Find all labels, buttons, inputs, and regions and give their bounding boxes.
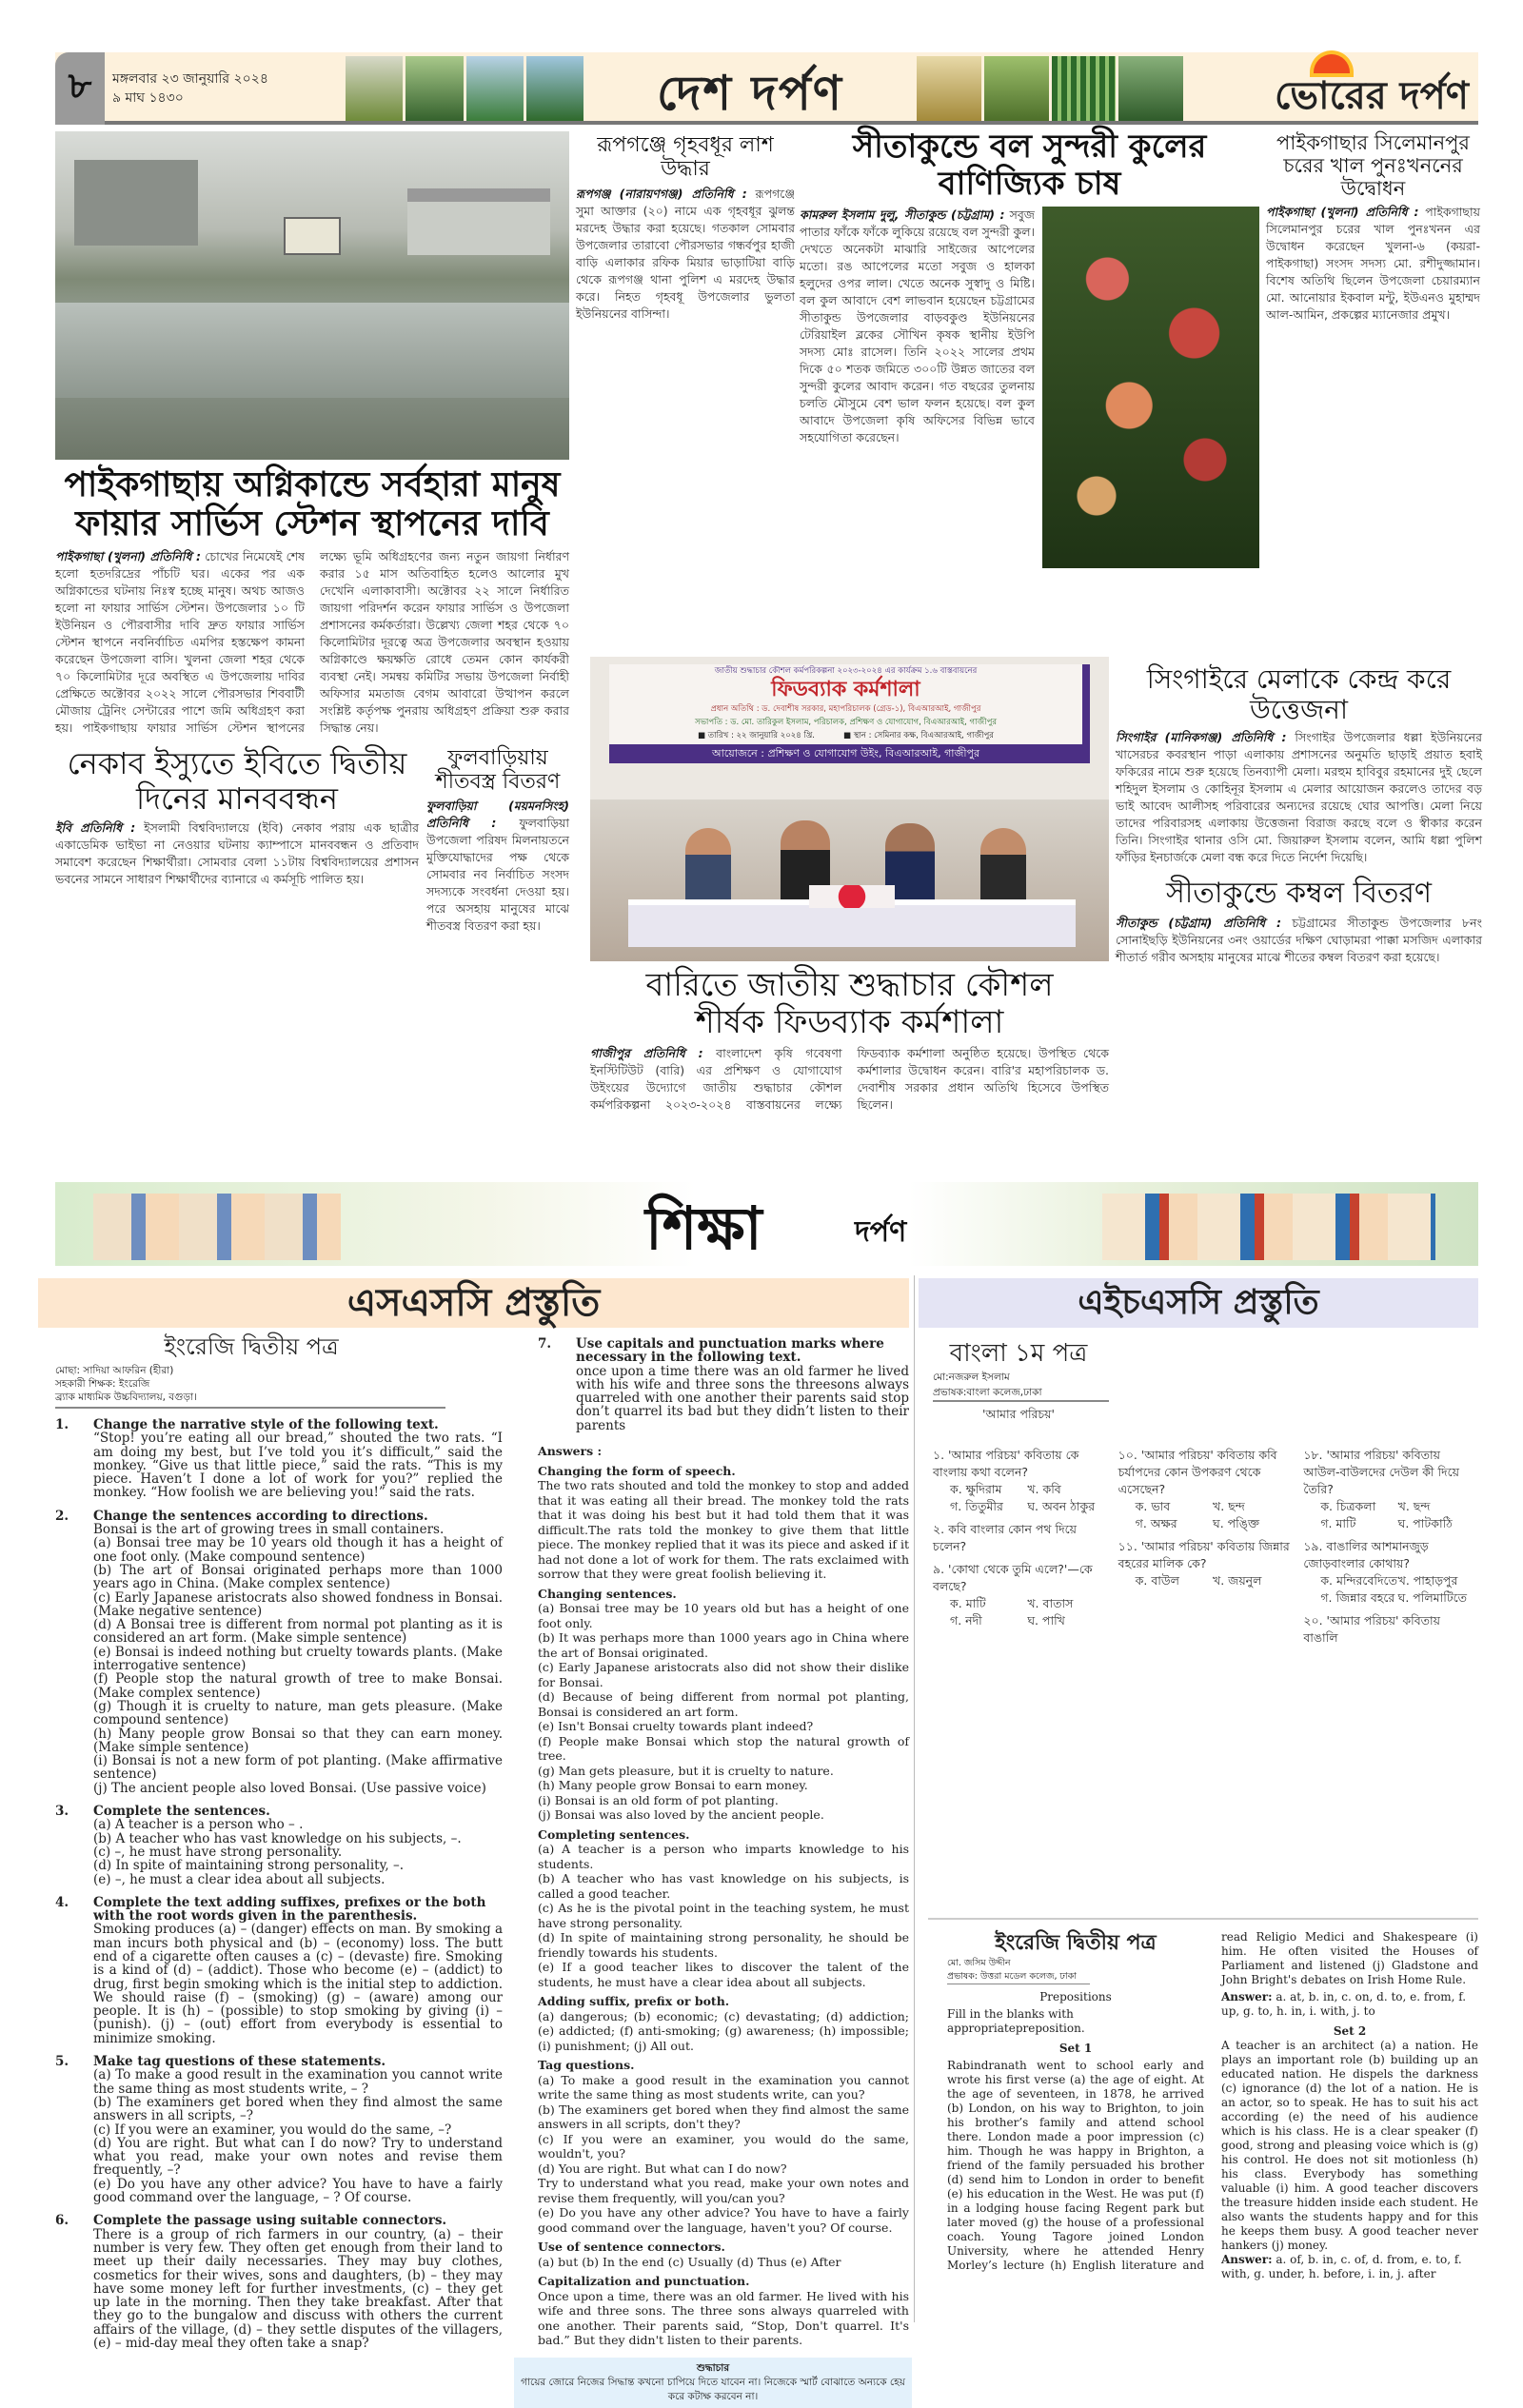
answer-line: (d) You are right. But what can I do now?	[538, 2161, 787, 2176]
question-number: 5.	[55, 2054, 69, 2070]
article-fulbaria	[426, 746, 569, 936]
answer-line: (j) Bonsai was also loved by the ancient people.	[538, 1807, 824, 1823]
answer-line: (c) As he is the pivotal point in the teaching system, he must have strong personality.	[538, 1901, 909, 1930]
mcq-option: গ. নদী	[950, 1613, 982, 1628]
mcq-item	[1303, 1612, 1475, 1647]
mcq-option: খ. পাহাড়পুর	[1397, 1573, 1458, 1588]
article-paikgachha-fire-body	[55, 548, 569, 737]
left-lower-row	[55, 746, 569, 936]
mcq-question: ৯. 'কোথা থেকে তুমি এলে?'—কে বলছে?	[933, 1562, 1093, 1593]
byline: পাইকগাছা (খুলনা) প্রতিনিধি :	[1266, 205, 1419, 220]
answer-line: (h) Many people grow Bonsai to earn money.	[538, 1778, 808, 1793]
mcq-options	[1303, 1498, 1475, 1532]
hsc-bangla-subject: বাংলা ১ম পত্র	[949, 1339, 1088, 1368]
mcq-item	[1303, 1447, 1475, 1532]
banner-venue: ■ স্থান : সেমিনার কক্ষ, বিএআরআই, গাজীপুর	[842, 731, 994, 740]
ssc-questions	[55, 1418, 503, 2350]
mcq-question: ১৯. বাঙালির আশমানজুড় জোড়বাংলার কোথায়?	[1303, 1539, 1429, 1570]
mcq-option: খ. ছন্দ	[1212, 1499, 1245, 1513]
answer-line: (c) If you were an examiner, you would do the same, wouldn't, you?	[538, 2131, 909, 2161]
page-header	[55, 52, 1478, 125]
question-content	[93, 1418, 503, 1500]
question-line: (j) The ancient people also loved Bonsai. (Use passive voice)	[93, 1780, 486, 1796]
question-content	[93, 1510, 503, 1795]
question-line: “Stop! you’re eating all our bread,” shouted the two rats. “I am doing my best, but I’ve told you it’s difficult,” said the monkey. “Give us that little piece,” said the rats. “This is my piece. Haven’t I done a lot of work for you?” replied the monkey. “How foolish we are believing you!” said the rats.	[93, 1431, 503, 1501]
darpan-subtitle: দর্পণ	[855, 1215, 907, 1249]
page-number: ৮	[55, 52, 105, 125]
byline: পাইকগাছা (খুলনা) প্রতিনিধি :	[55, 548, 202, 563]
header-photo-strip-right	[917, 56, 1183, 121]
hsc-english-author	[947, 1957, 1090, 1984]
answer-block	[538, 1464, 909, 1582]
hsc-english-section	[947, 1930, 1478, 2281]
answer-line: The two rats shouted and told the monkey to stop and added that it was eating all their bread. The monkey told the rats that it was doing his best but it had told them that it was difficult.The rats told the monkey to give them that little piece. The monkey replied that it was its piece and asked if it had not done a lot of work for them. The rats exclaimed with sorrow that they were great foolish believing it.	[538, 1478, 909, 1582]
answer-block	[538, 2058, 909, 2235]
question-line: (h) Many people grow Bonsai so that they can earn money. (Make simple sentence)	[93, 1726, 503, 1755]
answer-line: (a) dangerous; (b) economic; (c) devastating; (d) addiction; (e) addicted; (f) anti-smoking; (g) awareness; (h) impossible; (i) punishment; (j) All out.	[538, 2008, 909, 2053]
question-line: (a) A teacher is a person who – .	[93, 1817, 304, 1833]
date-gregorian: মঙ্গলবার ২৩ জানুয়ারি ২০২৪	[112, 71, 268, 87]
topic: Prepositions	[1039, 1990, 1112, 2003]
answer-block	[538, 1827, 909, 1990]
question-line: (i) Bonsai is not a new form of pot planting. (Make affirmative sentence)	[93, 1753, 503, 1783]
answer-title: Changing sentences.	[538, 1586, 677, 1601]
date-bengali: ৯ মাঘ ১৪৩০	[112, 90, 184, 106]
ssc-answers	[538, 1444, 909, 2348]
mcq-option: খ. ছন্দ	[1397, 1499, 1431, 1513]
banner-title: ফিডব্যাক কর্মশালা	[771, 678, 920, 701]
answer-line: (d) In spite of maintaining strong personality, he should be friendly towards his students.	[538, 1930, 909, 1960]
question-line: (c) –, he must have strong personality.	[93, 1844, 343, 1860]
mcq-question: ১৮. 'আমার পরিচয়' কবিতায় আউল-বাউলদের দেউল কী দিয়ে তৈরি?	[1303, 1448, 1460, 1496]
question-line: (b) The art of Bonsai originated perhaps more than 1000 years ago in China. (Make complex sentence)	[93, 1562, 503, 1592]
banner-chair: সভাপতি : ড. মো. তারিকুল ইসলাম, পরিচালক, প্রশিক্ষণ ও যোগাযোগ, বিএআরআই, গাজীপুর	[694, 718, 998, 727]
instruction: Fill in the blanks with appropriatepreposition.	[947, 2007, 1085, 2035]
students-illustration-right	[1102, 1194, 1435, 1260]
headline-paikgachha-khal: পাইকগাছার সিলেমানপুর চরের খাল পুনঃখননের উদ্বোধন	[1276, 131, 1470, 201]
question-line: Bonsai is the art of growing trees in small containers.	[93, 1522, 445, 1538]
workshop-banner	[609, 664, 1090, 763]
question-line: Smoking produces (a) – (danger) effects on man. By smoking a man incurs both physical and (b) – (economy) loss. The butt end of a cigarette often causes a (c) – (devaste) fire. Smoking is a kind of (d) – (addict). Those who become (e) – (addict) to drug, first begin smoking which is the initial step to addiction. We should raise (f) – (smoking) (g) – (aware) among our people. It is (h) – (possible) to stop smoking by giving (i) – (punish). (j) – (out) effort from everybody is essential to minimize smoking.	[93, 1922, 503, 2046]
headline-singair: সিংগাইরে মেলাকে কেন্দ্র করে উত্তেজনা	[1146, 663, 1452, 726]
banner-date: ■ তারিখ : ২২ জানুয়ারি ২০২৪ খ্রি.	[698, 731, 815, 740]
author-name: মোছা: সাদিয়া আফরিন (হীরা)	[55, 1365, 174, 1376]
article-text: চোখের নিমেষেই শেষ হলো হতদরিদ্রের পাঁচটি ঘর। একের পর এক অগ্নিকান্ডের ঘটনায় নিঃস্ব হচ্ছে মানুষ। অথচ আজও হলো না ফায়ার সার্ভিস স্টেশন। উপজেলার ১০ টি ইউনিয়ন ও পৌরবাসীর দাবি দ্রুত ফায়ার সার্ভিস স্টেশন স্থাপনে নবনির্বাচিত এমপির হস্তক্ষেপ কামনা করেছেন উপজেলা বাসি। খুলনা জেলা শহর থেকে ৭০ কিলোমিটার দূরে অবস্থিত এ উপজেলায় দাবির প্রেক্ষিতে অক্টোবর ২০২২ সালে পৌরসভার শিববাটী মৌজায় ট্রেনিং সেন্টারের পাশে জমি অধিগ্রহণ করা হয়। পাইকগাছায় ফায়ার সার্ভিস স্টেশন স্থাপনের লক্ষ্যে ভূমি অধিগ্রহণের জন্য নতুন জায়গা নির্ধারণ করার ১৫ মাস অতিবাহিত হলেও আলোর মুখ দেখেনি এলাকাবাসী। অক্টোবর ২২ সালে নির্ধারিত জায়গা পরিদর্শন করেন ফায়ার সার্ভিস ও উপজেলা প্রশাসনের কর্মকর্তারা। উল্লেখ্য জেলা শহর থেকে ৭০ কিলোমিটার দূরত্বে অত্র উপজেলার অবস্থান হওয়ায় অগ্নিকাণ্ডে ক্ষয়ক্ষতি রোধে তেমন কোন কার্যকরী ব্যবস্থা নেই। সমন্বয় কমিটির সভায় উপজেলা নির্বাহী অফিসার মমতাজ বেগম আবারো উত্থাপন করলে সংশ্লিষ্ট কর্তৃপক্ষ পুনরায় অধিগ্রহণ প্রক্রিয়া শুরু করার সিদ্ধান্ত নেয়।	[55, 548, 569, 735]
question-line: (f) People stop the natural growth of tree to make Bonsai. (Make complex sentence)	[93, 1671, 503, 1701]
article-paikgachha-fire	[55, 465, 569, 737]
answer-title: Completing sentences.	[538, 1826, 690, 1842]
question-line: (c) If you were an examiner, you would do the same, –?	[93, 2122, 452, 2138]
mcq-options	[1118, 1498, 1291, 1532]
mcq-option: খ. কবি	[1027, 1482, 1061, 1496]
mcq-question: ১. 'আমার পরিচয়' কবিতায় কে বাংলায় কথা বলেন?	[933, 1448, 1079, 1479]
mcq-item	[1118, 1538, 1291, 1589]
answer-block	[538, 1994, 909, 2053]
answer-line: (d) Because of being different from normal pot planting, Bonsai is considered an art form.	[538, 1689, 909, 1719]
article-sitakunda-kul	[800, 128, 1259, 568]
article-nekab-body	[55, 819, 419, 888]
answer-line: (a) but (b) In the end (c) Usually (d) Thus (e) After	[538, 2254, 841, 2269]
divider	[928, 1918, 1478, 1920]
answer-block	[538, 2274, 909, 2348]
headline-paikgachha-fire-1: পাইকগাছায় অগ্নিকান্ডে সর্বহারা মানুষ	[64, 465, 561, 504]
mcq-item	[933, 1561, 1105, 1629]
hsc-bangla-author	[933, 1370, 1109, 1402]
column-divider	[914, 1275, 915, 2322]
mcq-item	[1118, 1447, 1291, 1532]
answer-line: (g) Man gets pleasure, but it is cruelty to nature.	[538, 1763, 834, 1778]
question-item	[55, 2055, 503, 2204]
mcq-option: ঘ. পাখি	[1027, 1613, 1065, 1628]
answer-line: (b) It was perhaps more than 1000 years ago in China where the art of Bonsai originated.	[538, 1630, 909, 1660]
answer-title: Use of sentence connectors.	[538, 2240, 725, 2255]
answer-title: Capitalization and punctuation.	[538, 2274, 750, 2289]
article-nekab	[55, 746, 419, 936]
shuddhachar-box	[514, 2358, 912, 2408]
question-line: (b) A teacher who has vast knowledge on his subjects, –.	[93, 1830, 462, 1846]
article-text: সিংগাইর উপজেলার ধল্লা ইউনিয়নের খাসেরচর কবরস্থান পাড়া এলাকায় প্রশাসনের অনুমতি ছাড়াই প্রয়াত হবাই ফকিরের নামে শুরু হয়েছে তিনব্যাপী মেলা। মরহুম হাবিবুর রহমানের দুই ছেলে শহিদুল ইসলাম ও কোহিনূর ইসলাম এ মেলার আয়োজন করলেও তাদের বড় ভাই আবেদ আলীসহ পরিবারের অন্যদের রয়েছে ঘোর আপত্তি। মেলা নিয়ে তাদের পরিবারসহ এলাকায় উত্তেজনা বিরাজ করছে বলে ও স্বীকার করেন তিনি। সিংগাইর থানার ওসি মো. জিয়ারুল ইসলাম বলেন, আমি ধল্লা পুলিশ ফাঁড়ির ইনচার্জকে মেলা বন্ধ করে দিতে নির্দেশ দিয়েছি।	[1116, 730, 1482, 865]
answer-line: (c) Early Japanese aristocrats also did not show their dislike for Bonsai.	[538, 1660, 909, 1689]
answer-line: (b) A teacher who has vast knowledge on his subjects, is called a good teacher.	[538, 1871, 909, 1901]
question-title: Complete the sentences.	[93, 1804, 270, 1820]
question-number: 6.	[55, 2213, 69, 2229]
byline: ফুলবাড়িয়া (ময়মনসিংহ) প্রতিনিধি :	[426, 799, 569, 831]
question-title: Make tag questions of these statements.	[93, 2054, 386, 2070]
question-line: There is a group of rich farmers in our country, (a) – their number is very few. They often get enough from their land to meet up their daily necessaries. They may buy clothes, cosmetics for their wives, sons and daughters, (b) – they may have some money left for further investments, (c) – they get up late in the morning. Then they take breakfast. After that they go to the bungalow and discuss with others the current affairs of the village, (d) – they settle disputes of the villagers, (e) – mid-day meal they often take a snap?	[93, 2226, 503, 2351]
workshop-photo	[590, 657, 1109, 961]
byline: সিংগাইর (মানিকগঞ্জ) প্রতিনিধি :	[1116, 730, 1287, 745]
mcq-option: ঘ. পঙ্ক্তি	[1212, 1516, 1260, 1530]
headline-sitakunda-kul-1: সীতাকুন্ডে বল সুন্দরী কুলের	[852, 128, 1207, 166]
mcq-question: ১০. 'আমার পরিচয়' কবিতায় কবি চর্যাপদের কোন উপকরণ থেকে এসেছেন?	[1118, 1448, 1277, 1496]
author-school: ব্র্যাক মাধ্যমিক উচ্চবিদ্যালয়, বগুড়া।	[55, 1392, 197, 1403]
question-number: 4.	[55, 1894, 69, 1910]
mcq-option: ঘ. অবন ঠাকুর	[1027, 1499, 1096, 1513]
mcq-option: ক. মন্দিরবেদিতে	[1320, 1573, 1397, 1588]
mcq-item	[1303, 1538, 1475, 1607]
answer-line: (a) Bonsai tree may be 10 years old but has a height of one foot only.	[538, 1601, 909, 1630]
answer-line: (a) A teacher is a person who imparts knowledge to his students.	[538, 1842, 909, 1871]
answer-line: Try to understand what you read, make your own notes and revise them frequently, will you/can you?	[538, 2176, 909, 2205]
flood-photo	[55, 131, 569, 460]
question-item	[55, 1418, 503, 1500]
mcq-option: ক. বাউল	[1135, 1573, 1179, 1588]
question-line: (d) You are right. But what can I do now? Try to understand what you read, make your own notes and revise them frequently, –?	[93, 2135, 503, 2179]
ssc-middle-column	[521, 1336, 909, 2408]
byline: গাজীপুর প্রতিনিধি :	[590, 1046, 703, 1061]
answer-line: (i) Bonsai is an old form of pot planting.	[538, 1792, 779, 1807]
question-number: 1.	[55, 1417, 69, 1432]
mcq-question: ২. কবি বাংলার কোন পথ দিয়ে চলেন?	[933, 1522, 1078, 1553]
answer-label: Answer:	[1221, 2253, 1273, 2266]
headline-nekab-2: দিনের মানববন্ধন	[136, 780, 338, 817]
section-title: দেশ দর্পণ	[657, 66, 843, 121]
mcq-options	[1118, 1572, 1291, 1589]
banner-organizer: আয়োজনে : প্রশিক্ষণ ও যোগাযোগ উইং, বিএআরআই, গাজীপুর	[609, 744, 1082, 763]
question-title: Complete the passage using suitable connectors.	[93, 2213, 447, 2229]
answer-block	[538, 2240, 909, 2269]
ssc-question-7	[538, 1337, 909, 1432]
answer-line: (a) To make a good result in the examination you cannot write the same thing as most students write, can you?	[538, 2072, 909, 2102]
sitakunda-kul-row	[800, 207, 1259, 568]
mcq-options	[933, 1595, 1105, 1629]
question-item	[55, 2214, 503, 2350]
question-line: (a) To make a good result in the examination you cannot write the same thing as most students write, – ?	[93, 2067, 503, 2097]
article-sitakunda-kul-body	[800, 207, 1035, 568]
mcq-option: ক. ভাব	[1135, 1499, 1171, 1513]
question-number: 2.	[55, 1508, 69, 1524]
ssc-left-column	[55, 1332, 503, 2350]
mcq-option: ক. ক্ষুদিরাম	[950, 1482, 1002, 1496]
author-title: প্রভাষক: উত্তরা মডেল কলেজ, ঢাকা	[947, 1971, 1078, 1982]
ssc-author	[55, 1364, 445, 1409]
set2-title: Set 2	[1333, 2024, 1367, 2038]
question-line: (g) Though it is cruelty to nature, man gets pleasure. (Make compound sentence)	[93, 1698, 503, 1728]
article-rupganj	[576, 133, 795, 323]
author-title: প্রভাষক:বাংলা কলেজ,ঢাকা	[933, 1387, 1042, 1398]
header-photo-strip-left	[346, 56, 583, 121]
shiksha-darpan-banner	[55, 1182, 1478, 1266]
question-content	[93, 1896, 503, 2045]
headline-sitakunda-kombol: সীতাকুন্ডে কম্বল বিতরণ	[1165, 877, 1433, 911]
headline-paikgachha-fire-2: ফায়ার সার্ভিস স্টেশন স্থাপনের দাবি	[75, 504, 549, 544]
set1-text: Rabindranath went to school early and wrote his first verse (a) the age of eight. At the age of seventeen, in 1878, he arrived (b) London, on his way to Brighton, to join his brother’s family and attend school there. London made a poor impression (c) him. Though he was happy in Brighton, a friend of the family persuaded his brother (d) send him to London in order to benefit (e) his education in the West. He was put (f) in a lodging house facing Regent park but later moved (g) the house of a professional coach. Young Tagore joined London University, where he attended Henry Morley’s lecture (h) English literature and read Religio Medici and Shakespeare (i) him. He often visited the Houses of Parliament and listened (j) Gladstone and John Bright's debates on Irish Home Rule.	[947, 1930, 1478, 2272]
byline: কামরুল ইসলাম দুলু, সীতাকুন্ড (চট্টগ্রাম) :	[800, 207, 1005, 223]
article-text: পাইকগাছায় সিলেমানপুর চরের খাল পুনঃখনন এর উদ্বোধন করেছেন খুলনা-৬ (কয়রা-পাইকগাছা) সংসদ সদস্য মো. রশীদুজ্জামান। বিশেষ অতিথি ছিলেন উপজেলা চেয়ারম্যান মো. আনোয়ার ইকবাল মন্টু, ইউএনও মুহাম্মদ আল-আমিন, প্রকল্পের ম্যানেজার প্রমুখ।	[1266, 205, 1480, 323]
answer-line: (b) The examiners get bored when they find almost the same answers in all scripts, don't they?	[538, 2102, 909, 2132]
mcq-question: ২০. 'আমার পরিচয়' কবিতায় বাঙালি	[1303, 1613, 1441, 1645]
question-item	[55, 1805, 503, 1886]
mcq-option: ক. মাটি	[950, 1596, 986, 1610]
answer-line: Once upon a time, there was an old farmer. He lived with his wife and three sons. The three sons always quarreled with one another. Their parents said, “Stop, Don't quarrel. It's bad.” But they didn't listen to their parents.	[538, 2288, 909, 2348]
article-fulbaria-body	[426, 798, 569, 935]
question-item	[55, 1896, 503, 2045]
question-line: (d) A Bonsai tree is different from normal pot planting as it is considered an art form. (Make simple sentence)	[93, 1617, 503, 1647]
mcq-question: ১১. 'আমার পরিচয়' কবিতায় জিন্নার বহরের মালিক কে?	[1118, 1539, 1290, 1570]
ssc-section-title: এসএসসি প্রস্তুতি	[38, 1278, 909, 1328]
question-content	[93, 2055, 503, 2204]
answer-line: (f) People make Bonsai which stop the natural growth of tree.	[538, 1733, 909, 1764]
question-title: Change the narrative style of the following text.	[93, 1417, 439, 1432]
ball-sundari-kul-photo	[1042, 207, 1259, 568]
shuddhachar-text: গায়ের জোরে নিজের সিদ্ধান্ত কখনো চাপিয়ে দিতে যাবেন না। নিজেকে স্মার্ট বোঝাতে অন্যকে হেয় করে কটাক্ষ করবেন না।	[521, 2376, 905, 2402]
article-sitakunda-kombol-body	[1116, 915, 1482, 966]
left-column	[55, 131, 569, 935]
article-text: ইসলামী বিশ্ববিদ্যালয়ে (ইবি) নেকাব পরায় এক ছাত্রীর একাডেমিক ভাইভা না নেওয়ার ঘটনায় ক্যাম্পাসে মানববন্ধন ও প্রতিবাদ সমাবেশ করেছেন শিক্ষার্থীরা। সোমবার বেলা ১১টায় বিশ্ববিদ্যালয়ের প্রশাসন ভবনের সামনে সাধারণ শিক্ষার্থীদের ব্যানারে এ কর্মসূচি পালিত হয়।	[55, 820, 419, 887]
article-singair-body	[1116, 729, 1482, 866]
headline-sitakunda-kul-2: বাণিজ্যিক চাষ	[938, 165, 1121, 204]
ssc-subject: ইংরেজি দ্বিতীয় পত্র	[164, 1333, 339, 1360]
answer-line: (e) Isn't Bonsai cruelty towards plant indeed?	[538, 1719, 814, 1734]
answer-title: Adding suffix, prefix or both.	[538, 1994, 730, 2009]
hsc-bangla-mcq	[933, 1447, 1475, 1647]
headline-nekab-1: নেকাব ইস্যুতে ইবিতে দ্বিতীয়	[67, 744, 407, 781]
byline: রূপগঞ্জ (নারায়ণগঞ্জ) প্রতিনিধি :	[576, 186, 747, 201]
headline-bari-2: শীর্ষক ফিডব্যাক কর্মশালা	[695, 1003, 1004, 1042]
hsc-bangla-head	[928, 1337, 1109, 1423]
byline: ইবি প্রতিনিধি :	[55, 820, 136, 836]
headline-fulbaria: ফুলবাড়িয়ায় শীতবস্ত্র বিতরণ	[435, 745, 561, 795]
mcq-option: ক. চিত্রকলা	[1320, 1499, 1376, 1513]
mcq-option: খ. জয়নুল	[1212, 1573, 1262, 1588]
question-content	[93, 2214, 503, 2350]
middle-lower-column	[590, 657, 1109, 1114]
set2-answer: a. of, b. in, c. of, d. from, e. to, f. with, g. under, h. before, i. in, j. after	[1221, 2253, 1462, 2280]
mcq-option: ঘ. পলিমাটিতে	[1397, 1590, 1468, 1605]
article-text: রূপগঞ্জে সুমা আক্তার (২০) নামে এক গৃহবধূর ঝুলন্ত মরদেহ উদ্ধার করা হয়েছে। গতকাল সোমবার উপজেলার তারাবো পৌরসভার গন্ধর্বপুর হাজী বাড়ি এলাকার রফিক মিয়ার ভাড়াটিয়া বাড়ি থেকে রূপগঞ্জ থানা পুলিশ এ মরদেহ উদ্ধার করে। নিহত গৃহবধূ উপজেলার ভুলতা ইউনিয়নের বাসিন্দা।	[576, 186, 795, 321]
answer-label: Answer:	[1221, 1990, 1273, 2003]
question-content	[93, 1805, 462, 1886]
question-line: (e) –, he must a clear idea about all subjects.	[93, 1871, 386, 1887]
author-name: মো:নজরুল ইসলাম	[933, 1372, 1010, 1383]
article-paikgachha-khal-body	[1266, 204, 1480, 324]
article-text: চট্টগ্রামের সীতাকুন্ড উপজেলার ৮নং সোনাইছড়ি ইউনিয়নের ৩নং ওয়ার্ডের দক্ষিণ ঘোড়ামরা পাক্কা মসজিদ এলাকার শীতার্ত গরীব অসহায় মানুষের মাঝে শীতের কম্বল বিতরণ করা হয়েছে।	[1116, 915, 1482, 964]
question-number: 7.	[538, 1336, 552, 1352]
mcq-options	[1303, 1572, 1475, 1607]
mcq-item	[933, 1447, 1105, 1515]
mcq-item	[933, 1521, 1105, 1555]
set1-answer: a. at, b. in, c. on, d. to, e. from, f. up, g. to, h. in, i. with, j. to	[1221, 1990, 1467, 2018]
question-title: Change the sentences according to directions.	[93, 1508, 428, 1524]
article-bari-body	[590, 1045, 1109, 1114]
set1-title: Set 1	[1058, 2042, 1093, 2055]
headline-rupganj: রূপগঞ্জে গৃহবধূর লাশ উদ্ধার	[597, 133, 774, 182]
article-text: সবুজ পাতার ফাঁকে ফাঁকে লুকিয়ে রয়েছে বল সুন্দরী কুল। দেখতে অনেকটা মাঝারি সাইজের আপেলের মতো। রঙ আপেলের মতো সবুজ ও হালকা হলুদের ওপর লাল। খেতে অনেক সুস্বাদু ও মিষ্টি। বল কুল আবাদে বেশ লাভবান হয়েছেন চট্টগ্রামের সীতাকুন্ড উপজেলার বাড়বকুণ্ড ইউনিয়নের টেরিয়াইল ব্লকের সৌখিন কৃষক স্থানীয় ইউপি সদস্য মোঃ রাসেল। তিনি ২০২২ সালের প্রথম দিকে ৫০ শতক জমিতে ৩০০টি উন্নত জাতের বল সুন্দরী কুলের আবাদ করেন। গত বছরের তুলনায় চলতি মৌসুমে বেশ ভাল ফলন হয়েছে। বল কুল আবাদে উপজেলা কৃষি অফিসের বিভিন্ন ভাবে সহযোগিতা করেছেন।	[800, 207, 1035, 445]
question-line: (b) The examiners get bored when they find almost the same answers in all scripts, –?	[93, 2094, 503, 2124]
mcq-option: ঘ. পাটকাঠি	[1397, 1516, 1453, 1530]
article-bari	[590, 967, 1109, 1114]
question-item	[55, 1510, 503, 1795]
article-paikgachha-khal	[1266, 131, 1480, 324]
mcq-option: গ. মাটি	[1320, 1516, 1356, 1530]
set2-text: A teacher is an architect (a) a nation. He plays an important role (b) building up an educated nation. He dispels the darkness (c) ignorance (d) the lot of a nation. He is an actor, so to speak. He has to suit his act according (e) the need of his audience which is his class. He is a clear speaker (f) good, strong and pleasing voice which is (g) his control. He does not sit motionless (h) his class. Everybody has something valuable (i) him. A good teacher discovers the treasure hidden inside each student. He also wants the students happy and for this he keeps them busy. A good teacher never hankers (j) money.	[1221, 2039, 1478, 2252]
hsc-section-title: এইচএসসি প্রস্তুতি	[919, 1278, 1478, 1328]
question-line: (a) Bonsai tree may be 10 years old though it has a height of one foot only. (Make compound sentence)	[93, 1535, 503, 1565]
article-text: বাংলাদেশ কৃষি গবেষণা ইনস্টিটিউট (বারি) এর প্রশিক্ষণ ও যোগাযোগ উইংয়ের উদ্যোগে জাতীয় শুদ্ধাচার কৌশল কর্মপরিকল্পনা ২০২৩-২০২৪ বাস্তবায়নের লক্ষ্যে ফিডব্যাক কর্মশালা অনুষ্ঠিত হয়েছে। উপস্থিত থেকে কর্মশালার উদ্বোধন করেন। বারি'র মহাপরিচালক ড. দেবাশীষ সরকার প্রধান অতিথি হিসেবে উপস্থিত ছিলেন।	[590, 1046, 1109, 1113]
author-name: মো. জসিম উদ্দীন	[947, 1958, 1011, 1968]
answer-title: Changing the form of speech.	[538, 1463, 736, 1478]
answer-line: (e) If a good teacher likes to discover the talent of the students, he must have a clear idea about all subjects.	[538, 1960, 909, 1989]
mcq-option: গ. জিন্নার বহরে	[1320, 1590, 1395, 1605]
headline-bari-1: বারিতে জাতীয় শুদ্ধাচার কৌশল	[645, 966, 1054, 1004]
question-number: 3.	[55, 1804, 69, 1820]
question-title: Complete the text adding suffixes, prefixes or the both with the root words given in the parenthesis.	[93, 1894, 486, 1924]
students-illustration-left	[93, 1194, 341, 1260]
hsc-english-subject: ইংরেজি দ্বিতীয় পত্র	[995, 1931, 1157, 1955]
answer-title: Tag questions.	[538, 2058, 635, 2073]
answer-block	[538, 1587, 909, 1823]
shuddhachar-title: শুদ্ধাচার	[696, 2361, 730, 2374]
mcq-option: গ. অক্ষর	[1135, 1516, 1177, 1530]
newspaper-logo: ভোরের দর্পণ	[1275, 74, 1469, 118]
mcq-options	[933, 1481, 1105, 1515]
mcq-option: খ. বাতাস	[1027, 1596, 1074, 1610]
byline: সীতাকুন্ড (চট্টগ্রাম) প্রতিনিধি :	[1116, 915, 1281, 930]
banner-chief-guest: প্রধান অতিথি : ড. দেবাশীষ সরকার, মহাপরিচালক (গ্রেড-১), বিএআরআই, গাজীপুর	[710, 704, 981, 714]
shiksha-title: শিক্ষা	[645, 1194, 762, 1263]
question-line: (e) Bonsai is indeed nothing but cruelty towards plants. (Make interrogative sentence)	[93, 1644, 503, 1674]
right-lower-column	[1116, 664, 1482, 966]
question-line: (e) Do you have any other advice? You have to have a fairly good command over the language, – ? Of course.	[93, 2176, 503, 2206]
answer-line: (e) Do you have any other advice? You have to have a fairly good command over the language, haven't you? Of course.	[538, 2205, 909, 2235]
author-title: সহকারী শিক্ষক: ইংরেজি	[55, 1378, 150, 1390]
article-text: ফুলবাড়িয়া উপজেলা পরিষদ মিলনায়তনে মুক্তিযোদ্ধাদের পক্ষ থেকে সোমবার নব নির্বাচিত সংসদ সদস্যকে সংবর্ধনা দেওয়া হয়। পরে অসহায় মানুষের মাঝে শীতবস্ত্র বিতরণ করা হয়।	[426, 816, 569, 934]
banner-line: জাতীয় শুদ্ধাচার কৌশল কর্মপরিকল্পনা ২০২৩-২০২৪ এর কার্যক্রম ১.৬ বাস্তবায়নের	[714, 666, 978, 676]
question-line: (d) In spite of maintaining strong personality, –.	[93, 1858, 405, 1874]
question-text: once upon a time there was an old farmer he lived with his wife and three sons the threesons always quarreled with one another their parents said stop don’t quarrel its bad but they didn’t listen to their parents	[576, 1363, 909, 1433]
question-line: (c) Early Japanese aristocrats also showed fondness in Bonsai. (Make negative sentence)	[93, 1589, 503, 1619]
article-rupganj-body	[576, 186, 795, 323]
mcq-option: গ. তিতুমীর	[950, 1499, 1003, 1513]
question-title: Use capitals and punctuation marks where necessary in the following text.	[576, 1336, 884, 1366]
answers-title: Answers :	[538, 1444, 603, 1459]
date-block	[112, 69, 268, 108]
hsc-bangla-topic: 'আমার পরিচয়'	[982, 1407, 1055, 1421]
